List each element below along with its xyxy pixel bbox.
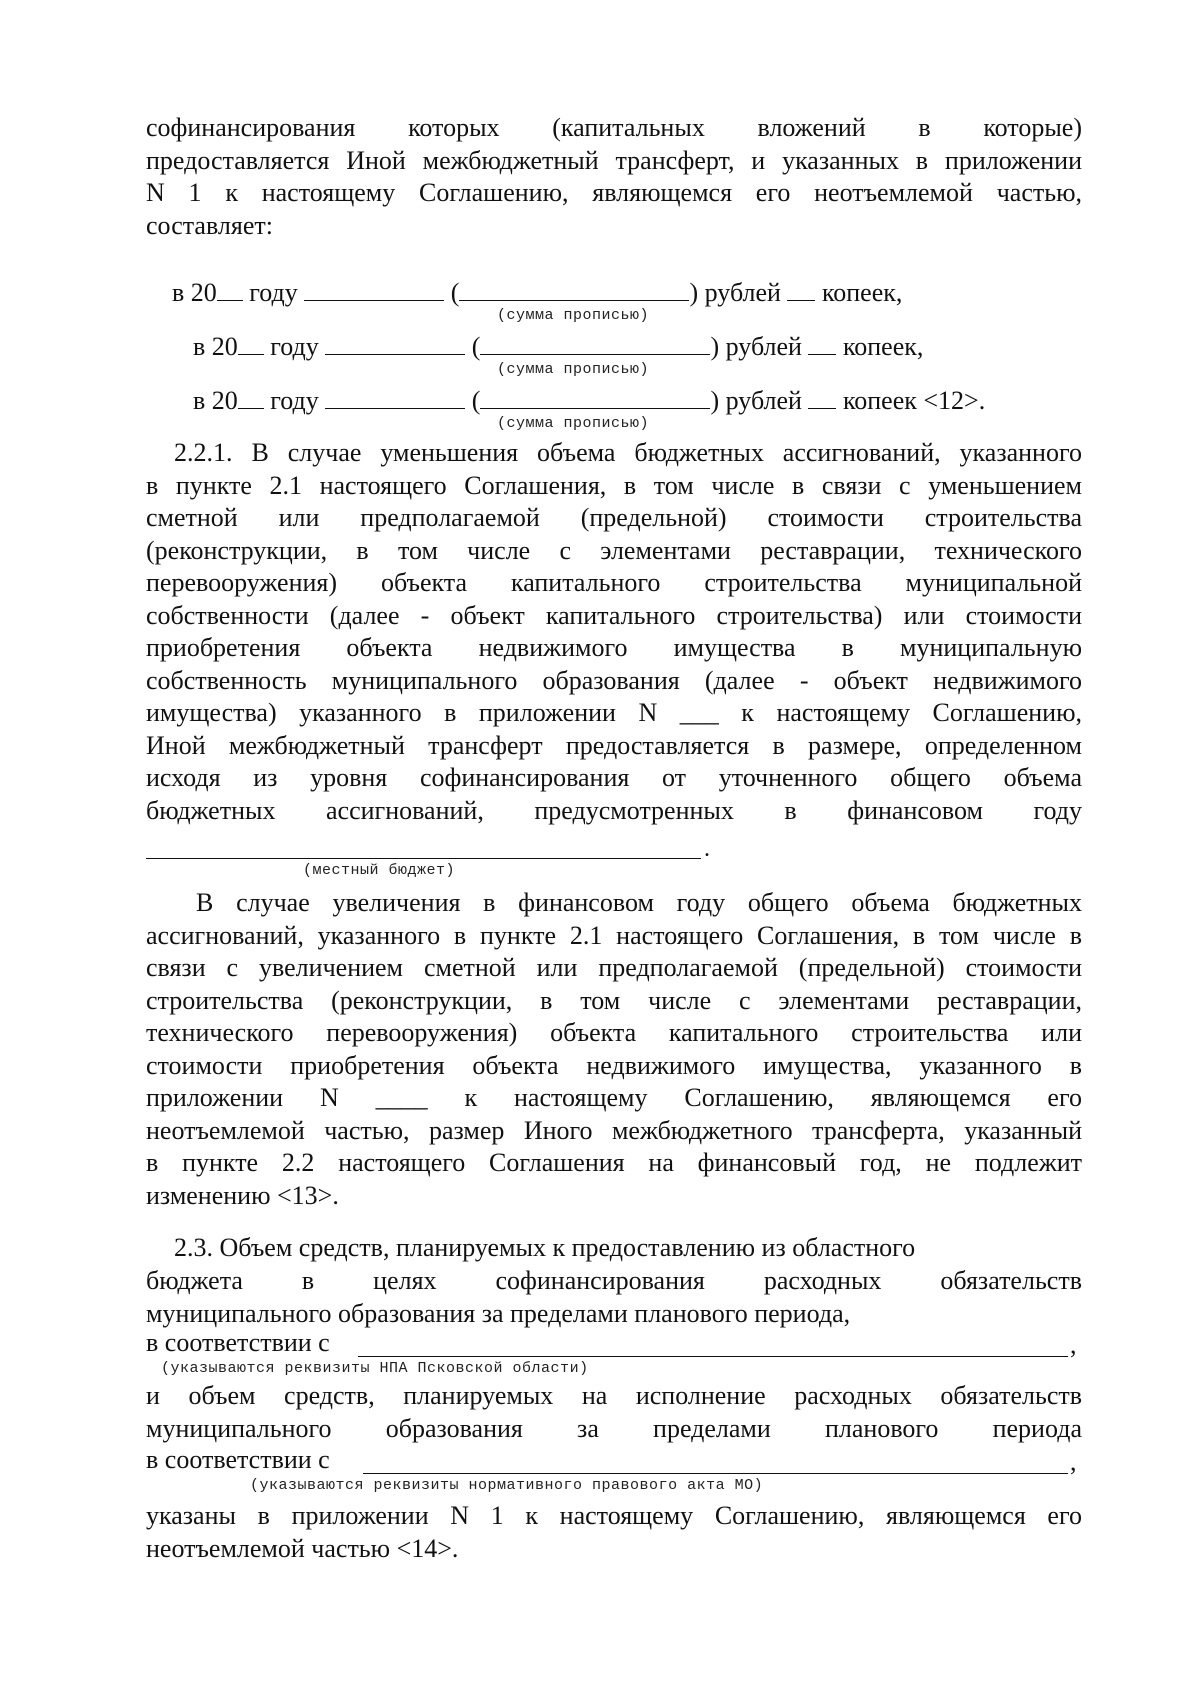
local-budget-caption: (местный бюджет)	[303, 862, 456, 879]
amount-words-blank	[459, 276, 689, 301]
section-line: и объем средств, планируемых на исполнение расходных обязательств	[146, 1381, 1082, 1410]
year-row-1: в 20 году ( ) рублей копеек,	[172, 278, 903, 307]
amount-words-blank	[480, 330, 710, 355]
amount-words-blank	[480, 384, 710, 409]
amount-blank	[325, 330, 465, 355]
year-word: году	[270, 386, 319, 415]
section-2-2-1	[146, 437, 1082, 827]
section-line: бюджета в целях софинансирования расходных обязательств	[146, 1266, 1082, 1295]
intro-line: составляет:	[146, 210, 273, 240]
kopecks-label: копеек <12>.	[842, 386, 986, 415]
paragraph-line: технического перевооружения) объекта капитального строительства или	[146, 1018, 1082, 1047]
paragraph-line: В случае увеличения в финансовом году общего объема бюджетных	[196, 888, 1082, 917]
section-line: в пункте 2.1 настоящего Соглашения, в том числе в связи с уменьшением	[146, 470, 1082, 500]
in-accordance-label: в соответствии с	[146, 1328, 330, 1357]
intro-line: предоставляется Иной межбюджетный трансферт, и указанных в приложении	[146, 145, 1082, 175]
sum-in-words-caption: (сумма прописью)	[497, 415, 650, 432]
kopecks-blank	[787, 276, 815, 301]
amount-blank	[304, 276, 444, 301]
paragraph-line: приложении N ____ к настоящему Соглашению, являющемся его	[146, 1083, 1082, 1112]
section-line: перевооружения) объекта капитального строительства муниципальной	[146, 568, 1082, 597]
section-2-3-first-line: 2.3. Объем средств, планируемых к предоставлению из областного	[174, 1233, 916, 1262]
year-blank	[238, 330, 264, 355]
local-budget-blank-line	[146, 858, 701, 859]
in-accordance-label-2: в соответствии с	[146, 1445, 330, 1474]
year-prefix: в 20	[172, 278, 217, 307]
section-line: 2.2.1. В случае уменьшения объема бюджетных ассигнований, указанного	[174, 438, 1082, 467]
increase-paragraph	[146, 887, 1082, 1212]
section-2-3-part3	[146, 1500, 1082, 1565]
sum-in-words-caption: (сумма прописью)	[497, 307, 650, 324]
mo-act-blank-line	[363, 1473, 1068, 1474]
paragraph-line: неотъемлемой частью, размер Иного межбюджетного трансферта, указанный	[146, 1115, 1082, 1145]
rubles-label: рублей	[725, 386, 802, 415]
paragraph-line: ассигнований, указанного в пункте 2.1 настоящего Соглашения, в том числе в	[146, 920, 1082, 950]
section-line: приобретения объекта недвижимого имущества в муниципальную	[146, 633, 1082, 662]
kopecks-blank	[808, 384, 836, 409]
paragraph-line: изменению <13>.	[146, 1180, 339, 1210]
section-line: исходя из уровня софинансирования от уточненного общего объема	[146, 763, 1082, 792]
year-row-2: в 20 году ( ) рублей копеек,	[193, 332, 924, 361]
kopecks-label: копеек,	[821, 278, 903, 307]
year-prefix: в 20	[193, 386, 238, 415]
section-2-3-part2	[146, 1380, 1082, 1445]
kopecks-blank	[808, 330, 836, 355]
section-line: собственность муниципального образования (далее - объект недвижимого	[146, 665, 1082, 695]
intro-line: софинансирования которых (капитальных вложений в которые)	[146, 113, 1082, 142]
sum-in-words-caption: (сумма прописью)	[497, 361, 650, 378]
section-line: неотъемлемой частью <14>.	[146, 1533, 459, 1563]
paragraph-line: в пункте 2.2 настоящего Соглашения на финансовый год, не подлежит	[146, 1148, 1082, 1177]
section-line: сметной или предполагаемой (предельной) стоимости строительства	[146, 503, 1082, 532]
comma: ,	[1070, 1330, 1077, 1359]
intro-paragraph	[146, 112, 1082, 242]
year-blank	[217, 276, 243, 301]
year-blank	[238, 384, 264, 409]
comma: ,	[1070, 1447, 1077, 1476]
section-line: имущества) указанного в приложении N ___ к настоящему Соглашению,	[146, 698, 1082, 727]
paragraph-line: строительства (реконструкции, в том числе с элементами реставрации,	[146, 985, 1082, 1015]
section-line: бюджетных ассигнований, предусмотренных в финансовом году	[146, 795, 1082, 825]
kopecks-label: копеек,	[842, 332, 924, 361]
amount-blank	[325, 384, 465, 409]
paragraph-line: связи с увеличением сметной или предполагаемой (предельной) стоимости	[146, 953, 1082, 982]
npa-blank-line	[358, 1356, 1068, 1357]
section-line: собственности (далее - объект капитального строительства) или стоимости	[146, 600, 1082, 630]
end-mark: .	[704, 836, 710, 862]
section-line: муниципального образования за пределами планового периода	[146, 1413, 1082, 1443]
year-row-3: в 20 году ( ) рублей копеек <12>.	[193, 386, 986, 415]
year-prefix: в 20	[193, 332, 238, 361]
section-line: указаны в приложении N 1 к настоящему Соглашению, являющемся его	[146, 1501, 1082, 1530]
section-line: муниципального образования за пределами планового периода,	[146, 1298, 851, 1328]
rubles-label: рублей	[704, 278, 781, 307]
year-word: году	[270, 332, 319, 361]
rubles-label: рублей	[725, 332, 802, 361]
paragraph-line: стоимости приобретения объекта недвижимого имущества, указанного в	[146, 1050, 1082, 1080]
section-line: Иной межбюджетный трансферт предоставляется в размере, определенном	[146, 730, 1082, 760]
section-line: (реконструкции, в том числе с элементами реставрации, технического	[146, 535, 1082, 565]
section-2-3	[146, 1265, 1082, 1330]
npa-caption: (указываются реквизиты НПА Псковской области)	[161, 1360, 589, 1377]
intro-line: N 1 к настоящему Соглашению, являющемся его неотъемлемой частью,	[146, 178, 1082, 207]
year-word: году	[249, 278, 298, 307]
mo-act-caption: (указываются реквизиты нормативного правового акта МО)	[250, 1477, 764, 1494]
